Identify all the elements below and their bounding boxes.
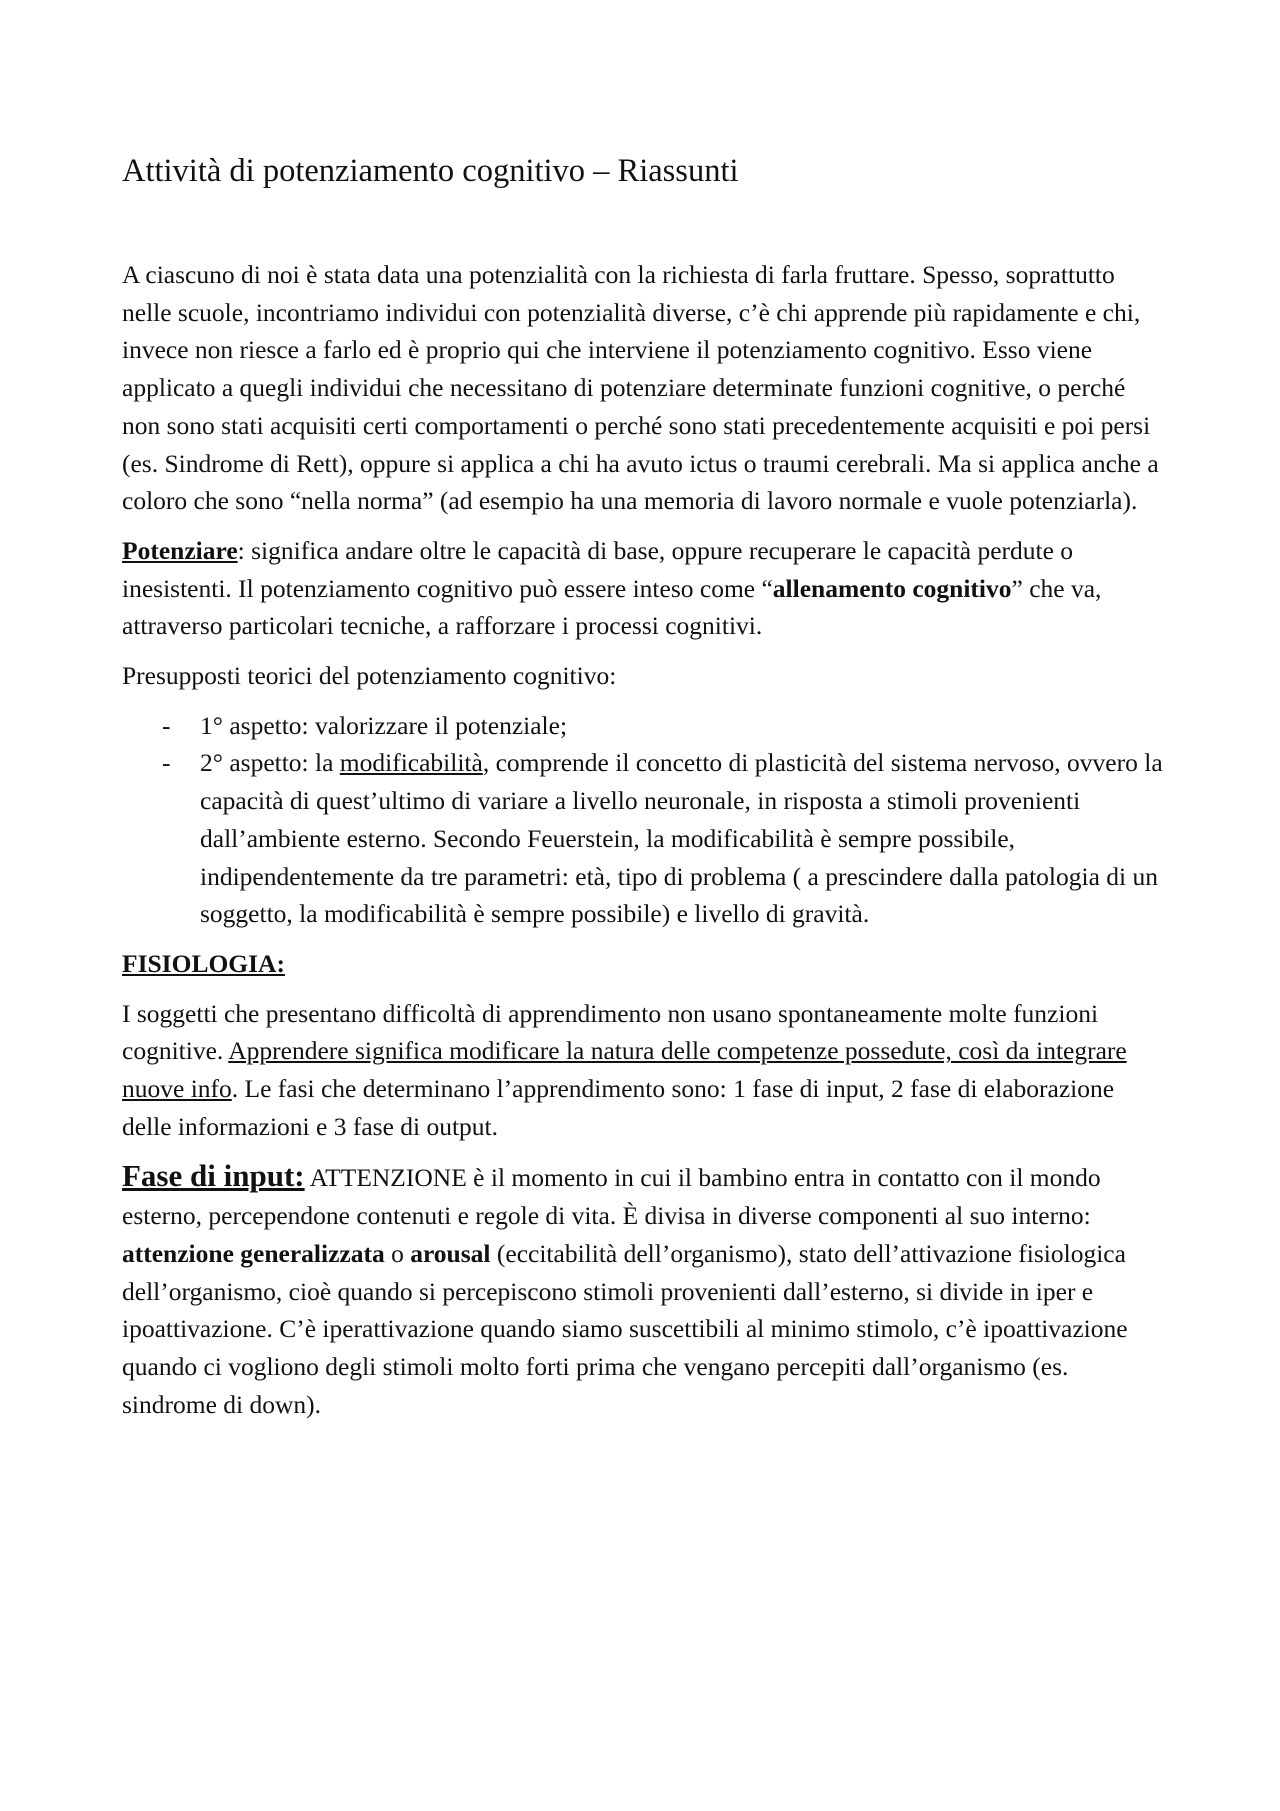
fase-input-text-1: ATTENZIONE è il momento in cui il bambino entra in contatto con il mondo esterno, percependone contenuti e regole di vita. È divisa in diverse componenti al suo interno: [122, 1163, 1101, 1231]
list-item-2-pre: 2° aspetto: la [200, 748, 340, 778]
potenziare-paragraph [122, 532, 1168, 645]
fisiologia-heading-block [122, 945, 1168, 983]
list-item [122, 744, 1168, 933]
list-item-2-post: , comprende il concetto di plasticità del sistema nervoso, ovvero la capacità di quest’ultimo di variare a livello neuronale, in risposta a stimoli provenienti dall’ambiente esterno. Secondo Feuerstein, la modificabilità è sempre possibile, indipendentemente da tre parametri: età, tipo di problema ( a prescindere dalla patologia di un soggetto, la modificabilità è sempre possibile) e livello di gravità. [200, 748, 1163, 929]
document-title: Attività di potenziamento cognitivo – Riassunti [122, 153, 739, 189]
fase-input-text-3: (eccitabilità dell’organismo), stato dell’attivazione fisiologica dell’organismo, cioè quando si percepiscono stimoli provenienti dall’esterno, si divide in iper e ipoattivazione. C’è iperattivazione quando siamo suscettibili al minimo stimolo, c’è ipoattivazione quando ci vogliono degli stimoli molto forti prima che vengano percepiti dall’organismo (es. sindrome di down). [122, 1238, 1128, 1419]
fase-input-paragraph [122, 1157, 1168, 1423]
potenziare-text-1: : significa andare oltre le capacità di base, oppure recuperare le capacità perdute o inesistenti. Il potenziamento cognitivo può essere inteso come “ [122, 535, 1074, 603]
potenziare-text-2: ” che va, attraverso particolari tecniche, a rafforzare i processi cognitivi. [122, 573, 1102, 641]
modificabilita-underlined: modificabilità [339, 748, 483, 778]
presupposti-intro: Presupposti teorici del potenziamento cognitivo: [122, 661, 617, 691]
arousal-bold: arousal [410, 1238, 491, 1268]
fase-input-heading: Fase di input: [122, 1158, 305, 1194]
fisiologia-underlined: Apprendere significa modificare la natura delle competenze possedute, così da integrare nuove info [122, 1036, 1127, 1104]
presupposti-list [122, 707, 1168, 933]
fisiologia-heading: FISIOLOGIA: [122, 948, 285, 978]
potenziare-term: Potenziare [122, 535, 238, 565]
list-item-1-text: 1° aspetto: valorizzare il potenziale; [200, 710, 568, 740]
fisiologia-text-1: I soggetti che presentano difficoltà di apprendimento non usano spontaneamente molte funzioni cognitive. [122, 998, 1099, 1066]
intro-paragraph: A ciascuno di noi è stata data una potenzialità con la richiesta di farla fruttare. Spesso, soprattutto nelle scuole, incontriamo individui con potenzialità diverse, c’è chi apprende più rapidamente e chi, invece non riesce a farlo ed è proprio qui che interviene il potenziamento cognitivo. Esso viene applicato a quegli individui che necessitano di potenziare determinate funzioni cognitive, o perché non sono stati acquisiti certi comportamenti o perché sono stati precedentemente acquisiti e poi persi (es. Sindrome di Rett), oppure si applica a chi ha avuto ictus o traumi cerebrali. Ma si applica anche a coloro che sono “nella norma” (ad esempio ha una memoria di lavoro normale e vuole potenziarla). [122, 260, 1159, 516]
list-bullet: - [162, 748, 171, 778]
attenzione-generalizzata-bold: attenzione generalizzata [122, 1238, 385, 1268]
fisiologia-paragraph [122, 995, 1168, 1146]
list-item [122, 707, 1168, 745]
list-bullet: - [162, 710, 171, 740]
fisiologia-text-2: . Le fasi che determinano l’apprendimento sono: 1 fase di input, 2 fase di elaborazione delle informazioni e 3 fase di output. [122, 1074, 1115, 1141]
fase-input-text-2: o [384, 1238, 411, 1268]
document-page [122, 152, 1168, 1435]
allenamento-cognitivo-bold: allenamento cognitivo [772, 573, 1012, 603]
